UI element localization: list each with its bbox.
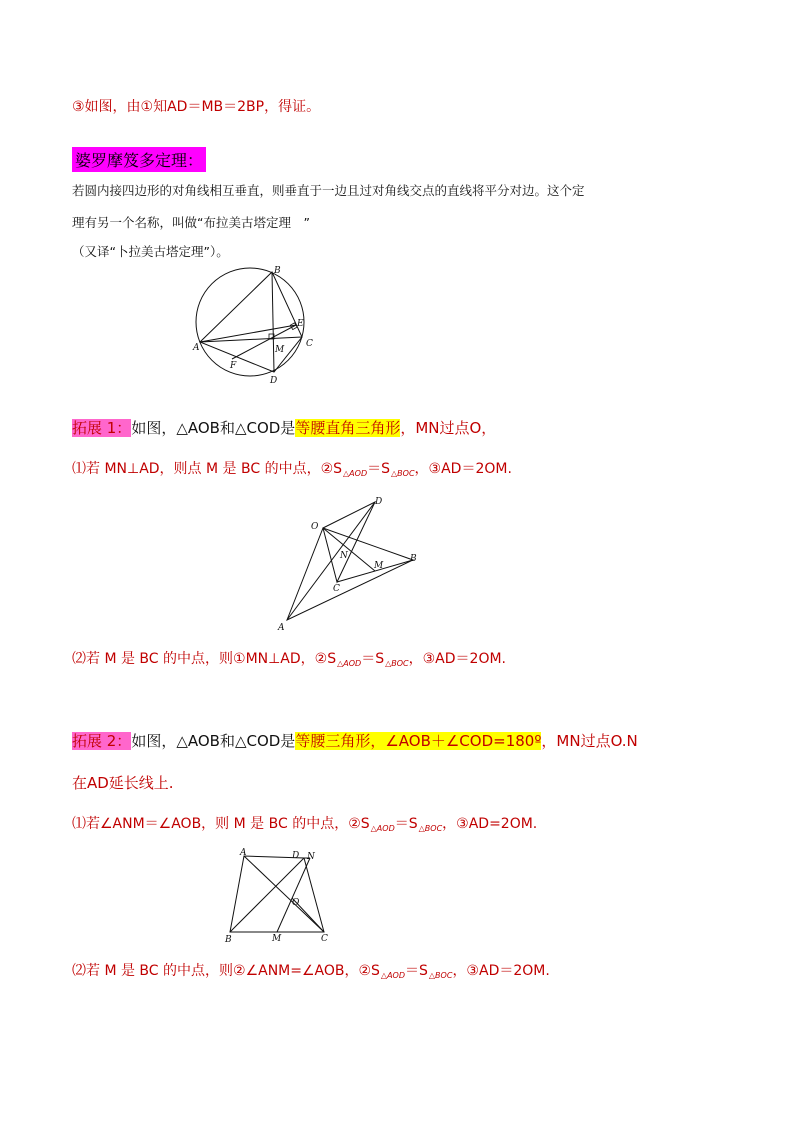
ext2-intro-line2: 在AD延长线上. [72,774,174,792]
fig3-label-n: N [307,852,315,862]
fig2-label-c: C [333,584,340,594]
figure-right-isosceles [275,492,425,632]
ext1-intro: 拓展 1：如图，△AOB和△COD是等腰直角三角形，MN过点O， [72,419,497,437]
theorem-desc-3: （又译“卜拉美古塔定理”）。 [72,244,229,259]
figure-cyclic-quadrilateral [190,262,320,387]
fig2-label-o: O [311,522,319,532]
fig2-label-m: M [374,561,384,571]
fig1-label-f: F [230,361,237,371]
fig3-label-c: C [321,934,328,944]
theorem-heading: 婆罗摩笈多定理： [72,147,206,172]
fig1-label-m: M [275,345,285,355]
ext2-line1: ⑴若∠ANM＝∠AOB，则 M 是 BC 的中点，$②S_{\triangle AOD}=S_{\triangle BOC}$，③AD=2OM. [72,816,538,833]
fig1-label-b: B [274,266,281,276]
fig2-label-a: A [278,623,285,632]
ext1-highlight: 等腰直角三角形 [295,419,401,437]
fig2-label-d: D [375,497,383,507]
theorem-desc-1: 若圆内接四边形的对角线相互垂直，则垂直于一边且过对角线交点的直线将平分对边。这个定 [72,183,585,198]
ext2-highlight: 等腰三角形，∠AOB＋∠COD=180º [295,732,542,750]
proof-line: ③如图，由①知AD＝MB＝2BP，得证。 [72,99,321,115]
fig1-label-e: E [297,319,304,329]
figure-isosceles-supplementary [222,846,337,946]
ext2-intro: 拓展 2：如图，△AOB和△COD是等腰三角形，∠AOB＋∠COD=180º，MN过点O.N [72,732,638,750]
fig3-label-b: B [225,935,232,945]
fig2-label-b: B [410,554,417,564]
fig1-label-c: C [306,339,313,349]
fig3-label-a: A [240,848,247,858]
fig3-label-o: O [292,898,300,908]
fig1-label-a: A [193,343,200,353]
ext2-tag: 拓展 2： [72,732,132,750]
theorem-desc-2: 理有另一个名称，叫做“布拉美古塔定理 ” [72,215,310,230]
ext1-line2: ⑵若 M 是 BC 的中点，则①MN⊥AD，$②S_{\triangle AOD}=S_{\triangle BOC}$，③AD＝2OM. [72,651,506,668]
fig3-label-d: D [292,851,300,861]
fig3-label-m: M [272,934,282,944]
ext1-tag: 拓展 1： [72,419,132,437]
ext2-line2: ⑵若 M 是 BC 的中点，则②∠ANM=∠AOB，$②S_{\triangle AOD}=S_{\triangle BOC}$，③AD＝2OM. [72,963,550,980]
ext1-line1: ⑴若 MN⊥AD，则点 M 是 BC 的中点，$②S_{\triangle AOD}=S_{\triangle BOC}$，③AD＝2OM. [72,461,512,478]
fig2-label-n: N [340,551,348,561]
fig1-label-d: D [270,376,278,386]
